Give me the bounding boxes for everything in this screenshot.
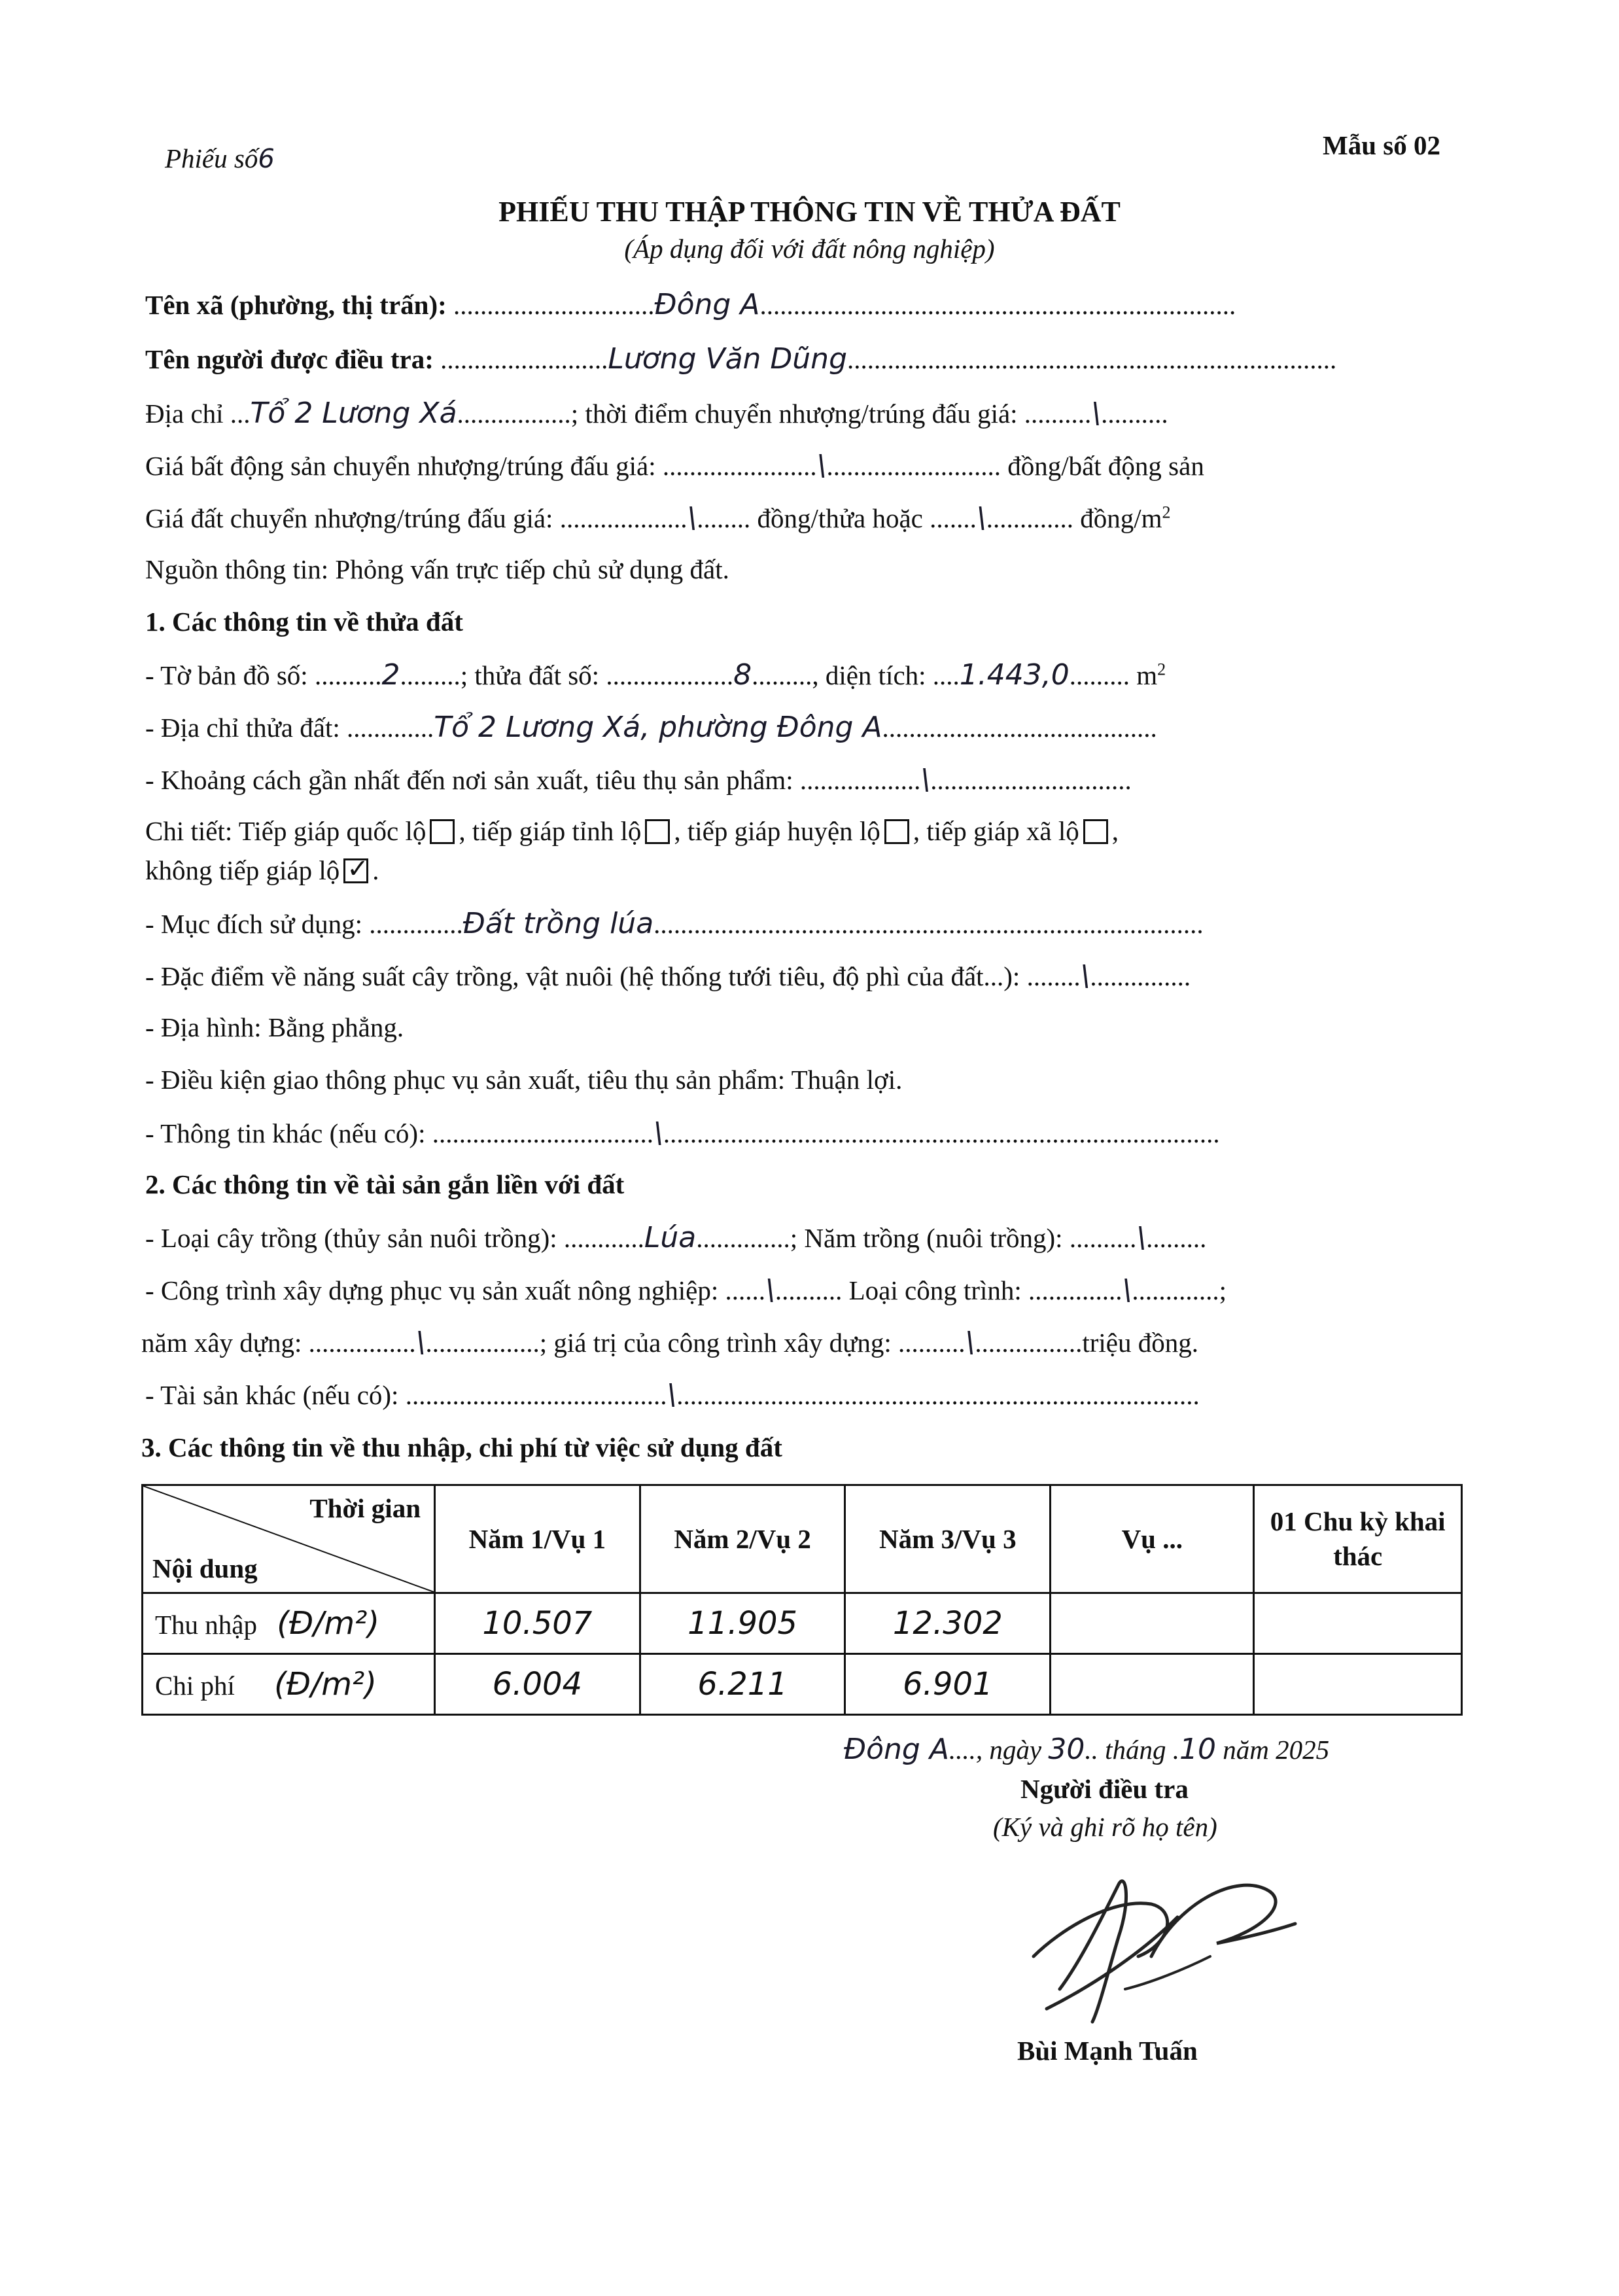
transport-line: - Điều kiện giao thông phục vụ sản xuất, tiêu thụ sản phẩm: Thuận lợi. bbox=[145, 1065, 903, 1095]
signature-mark bbox=[1020, 1858, 1302, 2035]
day-label: , ngày bbox=[975, 1735, 1042, 1765]
map-value: 2 bbox=[381, 658, 400, 692]
info-source: Nguồn thông tin: Phỏng vấn trực tiếp chủ sử dụng đất. bbox=[145, 554, 729, 584]
column-header: Năm 2/Vụ 2 bbox=[640, 1485, 845, 1593]
build-year-value: \ bbox=[415, 1326, 426, 1359]
table-cell: 11.905 bbox=[640, 1593, 845, 1654]
place-value: Đông A bbox=[844, 1733, 949, 1766]
person-label: Tên người được điều tra: bbox=[145, 344, 434, 374]
opt-district-label: , tiếp giáp huyện lộ bbox=[674, 816, 880, 846]
person-line: Tên người được điều tra: .........................Lương Văn Dũng......................................................................... bbox=[145, 342, 1337, 376]
table-cell bbox=[1051, 1593, 1254, 1654]
investigator-name: Bùi Mạnh Tuấn bbox=[1017, 2036, 1198, 2066]
parcel-address-value: Tổ 2 Lương Xá, phường Đông A bbox=[434, 711, 882, 744]
form-number-label: Phiếu số bbox=[165, 143, 258, 173]
table-cell: 6.004 bbox=[435, 1654, 640, 1715]
area-label: , diện tích: bbox=[812, 660, 926, 690]
area-value: 1.443,0 bbox=[959, 658, 1070, 692]
land-price-unit2: đồng/m bbox=[1080, 503, 1162, 533]
row-label-cell bbox=[143, 1593, 435, 1654]
row-label-cell bbox=[143, 1654, 435, 1715]
property-price-line: Giá bất động sản chuyển nhượng/trúng đấu giá: .......................\.......................... đồng/bất động sản bbox=[145, 449, 1204, 482]
column-header: Vụ ... bbox=[1051, 1485, 1254, 1593]
no-road-checkbox[interactable] bbox=[343, 854, 369, 884]
transfer-time-label: ; thời điểm chuyển nhượng/trúng đấu giá: bbox=[570, 398, 1018, 429]
table-cell: 6.211 bbox=[640, 1654, 845, 1715]
land-price-line: Giá đất chuyển nhượng/trúng đấu giá: ...................\........ đồng/thửa hoặc .......\............. đồng/$m^2$ bbox=[145, 501, 1171, 535]
distance-line: - Khoảng cách gần nhất đến nơi sản xuất, tiêu thụ sản phẩm: ..................\.............................. bbox=[145, 763, 1132, 796]
works-value-label: ; giá trị của công trình xây dựng: bbox=[539, 1328, 892, 1358]
commune-label: Tên xã (phường, thị trấn): bbox=[145, 290, 447, 320]
other-info-line: - Thông tin khác (nếu có): .................................\................................................................................... bbox=[145, 1116, 1220, 1150]
crop-year-value: \ bbox=[1136, 1221, 1147, 1254]
productivity-label: - Đặc điểm về năng suất cây trồng, vật nuôi (hệ thống tưới tiêu, độ phì của đất...): bbox=[145, 961, 1020, 991]
terrain-line: - Địa hình: Bằng phẳng. bbox=[145, 1012, 404, 1042]
works-label: - Công trình xây dựng phục vụ sản xuất nông nghiệp: bbox=[145, 1275, 719, 1305]
sign-note: (Ký và ghi rõ họ tên) bbox=[993, 1812, 1217, 1842]
date-line: Đông A...., ngày 30.. tháng .10 năm 2025 bbox=[844, 1733, 1330, 1766]
year-text: năm 2025 bbox=[1223, 1735, 1330, 1765]
other-assets-value: \ bbox=[667, 1378, 677, 1411]
opt-province-label: , tiếp giáp tỉnh lộ bbox=[459, 816, 642, 846]
column-header: Năm 3/Vụ 3 bbox=[845, 1485, 1051, 1593]
person-value: Lương Văn Dũng bbox=[608, 342, 848, 376]
detail-label: Chi tiết: bbox=[145, 816, 233, 846]
header-content: Nội dung bbox=[152, 1553, 258, 1583]
form-number bbox=[165, 143, 275, 174]
header-diagonal-cell bbox=[143, 1485, 435, 1593]
income-cost-table bbox=[141, 1484, 1463, 1716]
purpose-label: - Mục đích sử dụng: bbox=[145, 909, 362, 939]
parcel-value: 8 bbox=[733, 658, 752, 692]
address-value: Tổ 2 Lương Xá bbox=[250, 397, 457, 430]
other-assets-line: - Tài sản khác (nếu có): .......................................\.............................................................................. bbox=[145, 1378, 1200, 1411]
table-cell bbox=[1254, 1593, 1462, 1654]
investigator-label: Người điều tra bbox=[1020, 1774, 1189, 1804]
area-unit: m bbox=[1136, 660, 1158, 690]
section2-title: 2. Các thông tin về tài sản gắn liền với đất bbox=[145, 1169, 625, 1199]
property-price-value: \ bbox=[816, 449, 827, 482]
table-row bbox=[143, 1593, 1462, 1654]
detail-line: Chi tiết: Tiếp giáp quốc lộ , tiếp giáp tỉnh lộ , tiếp giáp huyện lộ , tiếp giáp xã lộ , bbox=[145, 816, 1119, 846]
purpose-value: Đất trồng lúa bbox=[462, 907, 654, 940]
map-line: - Tờ bản đồ số: ..........2.........; thửa đất số: ...................8........., diện tích: ....1.443,0......... $m^2$ bbox=[145, 658, 1166, 692]
form-subtitle: (Áp dụng đối với đất nông nghiệp) bbox=[624, 234, 995, 264]
purpose-line: - Mục đích sử dụng: ..............Đất trồng lúa.................................................................................. bbox=[145, 907, 1204, 940]
crop-line: - Loại cây trồng (thủy sản nuôi trồng): ............Lúa..............; Năm trồng (nuôi trồng): ..........\......... bbox=[145, 1221, 1207, 1254]
address-label: Địa chỉ bbox=[145, 398, 224, 429]
table-row bbox=[143, 1654, 1462, 1715]
table-cell: 10.507 bbox=[435, 1593, 640, 1654]
crop-value: Lúa bbox=[644, 1221, 697, 1254]
opt-commune-label: , tiếp giáp xã lộ bbox=[913, 816, 1079, 846]
commune-road-checkbox[interactable] bbox=[1083, 819, 1108, 844]
table-cell: 6.901 bbox=[845, 1654, 1051, 1715]
table-cell: 12.302 bbox=[845, 1593, 1051, 1654]
works-value: \ bbox=[765, 1273, 775, 1307]
works-type-value: \ bbox=[1122, 1273, 1132, 1307]
section3-title: 3. Các thông tin về thu nhập, chi phí từ việc sử dụng đất bbox=[141, 1432, 782, 1462]
works-type-label: Loại công trình: bbox=[848, 1275, 1022, 1305]
column-header: Năm 1/Vụ 1 bbox=[435, 1485, 640, 1593]
land-price-label: Giá đất chuyển nhượng/trúng đấu giá: bbox=[145, 503, 553, 533]
distance-value: \ bbox=[920, 763, 931, 796]
opt-none-label: không tiếp giáp lộ bbox=[145, 855, 340, 885]
build-year-line: năm xây dựng: ................\.................; giá trị của công trình xây dựng: ..........\................triệu đồng. bbox=[141, 1326, 1198, 1359]
section1-title: 1. Các thông tin về thửa đất bbox=[145, 607, 463, 637]
transfer-time-value: \ bbox=[1091, 397, 1102, 430]
parcel-address-label: - Địa chỉ thửa đất: bbox=[145, 713, 340, 743]
land-price-value2: \ bbox=[976, 501, 986, 535]
parcel-address-line: - Địa chỉ thửa đất: .............Tổ 2 Lương Xá, phường Đông A......................................... bbox=[145, 711, 1157, 744]
address-line: Địa chỉ ...Tổ 2 Lương Xá.................; thời điểm chuyển nhượng/trúng đấu giá: ..........\.......... bbox=[145, 397, 1168, 430]
crop-year-label: ; Năm trồng (nuôi trồng): bbox=[790, 1223, 1063, 1253]
header-time: Thời gian bbox=[309, 1493, 421, 1523]
row-unit: (Đ/m²) bbox=[274, 1666, 377, 1703]
row-unit: (Đ/m²) bbox=[277, 1605, 380, 1642]
province-road-checkbox[interactable] bbox=[645, 819, 670, 844]
district-road-checkbox[interactable] bbox=[884, 819, 909, 844]
works-line: - Công trình xây dựng phục vụ sản xuất nông nghiệp: ......\.......... Loại công trình: ..............\.............; bbox=[145, 1273, 1227, 1307]
build-year-label: năm xây dựng: bbox=[141, 1328, 302, 1358]
commune-value: Đông A bbox=[654, 288, 760, 321]
check-icon: ✓ bbox=[347, 854, 369, 884]
works-value-unit: triệu đồng. bbox=[1082, 1328, 1198, 1358]
table-header-row bbox=[143, 1485, 1462, 1593]
row-label: Chi phí bbox=[155, 1670, 235, 1701]
productivity-value: \ bbox=[1080, 959, 1090, 993]
opt-national-label: Tiếp giáp quốc lộ bbox=[238, 816, 427, 846]
column-header: 01 Chu kỳ khai thác bbox=[1254, 1485, 1462, 1593]
other-info-label: - Thông tin khác (nếu có): bbox=[145, 1118, 426, 1148]
detail-line-2: không tiếp giáp lộ ✓ . bbox=[145, 854, 379, 885]
parcel-label: ; thửa đất số: bbox=[460, 660, 600, 690]
form-title: PHIẾU THU THẬP THÔNG TIN VỀ THỬA ĐẤT bbox=[498, 196, 1121, 228]
day-value: 30 bbox=[1048, 1733, 1085, 1766]
table-cell bbox=[1051, 1654, 1254, 1715]
property-price-unit: đồng/bất động sản bbox=[1007, 451, 1204, 481]
other-assets-label: - Tài sản khác (nếu có): bbox=[145, 1380, 399, 1410]
table-cell bbox=[1254, 1654, 1462, 1715]
land-price-value: \ bbox=[687, 501, 697, 535]
month-label: tháng bbox=[1105, 1735, 1166, 1765]
map-label: - Tờ bản đồ số: bbox=[145, 660, 308, 690]
commune-line: Tên xã (phường, thị trấn): ..............................Đông A....................................................................... bbox=[145, 288, 1236, 321]
productivity-line: - Đặc điểm về năng suất cây trồng, vật nuôi (hệ thống tưới tiêu, độ phì của đất...): ........\............... bbox=[145, 959, 1191, 993]
row-label: Thu nhập bbox=[155, 1610, 257, 1640]
month-value: 10 bbox=[1179, 1733, 1217, 1766]
land-price-unit1: đồng/thửa hoặc bbox=[757, 503, 923, 533]
distance-label: - Khoảng cách gần nhất đến nơi sản xuất, tiêu thụ sản phẩm: bbox=[145, 765, 793, 795]
template-label: Mẫu số 02 bbox=[1323, 130, 1440, 160]
property-price-label: Giá bất động sản chuyển nhượng/trúng đấu giá: bbox=[145, 451, 656, 481]
national-road-checkbox[interactable] bbox=[430, 819, 455, 844]
other-info-value: \ bbox=[653, 1116, 663, 1150]
works-value-value: \ bbox=[965, 1326, 975, 1359]
crop-label: - Loại cây trồng (thủy sản nuôi trồng): bbox=[145, 1223, 557, 1253]
form-number-value: 6 bbox=[258, 144, 275, 174]
